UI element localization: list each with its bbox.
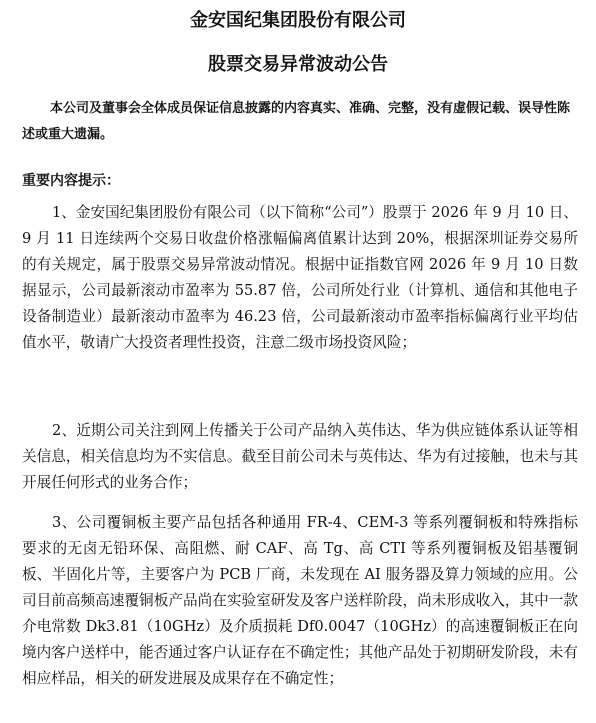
board-disclaimer: 本公司及董事会全体成员保证信息披露的内容真实、准确、完整，没有虚假记载、误导性陈述或重大遗漏。 [22, 101, 571, 142]
notice-paragraph-3: 3、公司覆铜板主要产品包括各种通用 FR-4、CEM-3 等系列覆铜板和特殊指标要求的无卤无铅环保、高阻燃、耐 CAF、高 Tg、高 CTI 等系列覆铜板及铝基覆铜板、半固化片等，主要客户为 PCB 厂商，未发现在 AI 服务器及算力领域的应用。公司目前高频高速覆铜板产品尚在实验室研发及客户送样阶段，尚未形成收入，其中一款介电常数 Dk3.81（10GHz）及介质损耗 Df0.0047（10GHz）的高速覆铜板正在向境内客户送样中，能否通过客户认证存在不确定性；其他产品处于初期研发阶段，未有相应样品，相关的研发进展及成果存在不确定性； [22, 514, 578, 687]
company-name: 金安国纪集团股份有限公司 [190, 10, 406, 31]
notice-paragraph-1: 1、金安国纪集团股份有限公司（以下简称“公司”）股票于 2026 年 9 月 10 日、9 月 11 日连续两个交易日收盘价格涨幅偏离值累计达到 20%，根据深圳证券交易所的有关规定，属于股票交易异常波动情况。根据中证指数官网 2026 年 9 月 10 日数据显示，公司最新滚动市盈率为 55.87 倍，公司所处行业（计算机、通信和其他电子设备制造业）最新滚动市盈率为 46.23 倍，公司最新滚动市盈率指标偏离行业平均估值水平，敬请广大投资者理性投资，注意二级市场投资风险； [22, 204, 578, 351]
important-notice-heading: 重要内容提示： [22, 173, 120, 189]
announcement-title: 股票交易异常波动公告 [208, 54, 388, 75]
notice-paragraph-2: 2、近期公司关注到网上传播关于公司产品纳入英伟达、华为供应链体系认证等相关信息，相关信息均为不实信息。截至目前公司未与英伟达、华为有过接触，也未与其开展任何形式的业务合作； [22, 422, 578, 491]
